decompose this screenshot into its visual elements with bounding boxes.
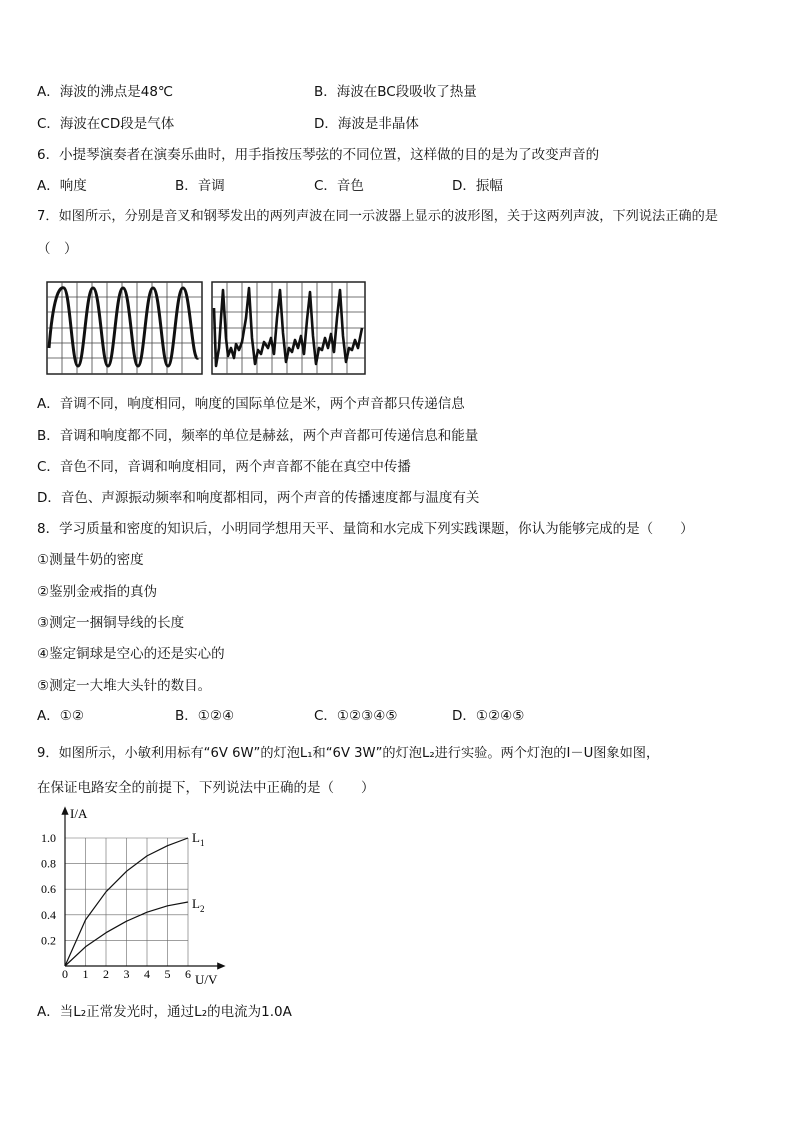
- q8-item-3: ③测定一捆铜导线的长度: [37, 615, 185, 631]
- y-tick-label: 0.6: [41, 882, 56, 897]
- x-tick-label: 0: [62, 967, 68, 981]
- q8-item-5: ⑤测定一大堆大头针的数目。: [37, 678, 212, 694]
- q8-option-b: B．①②④: [175, 708, 235, 724]
- q8-option-c: C．①②③④⑤: [314, 708, 398, 724]
- q5-option-a: A．海波的沸点是48℃: [37, 84, 174, 100]
- q7-option-d: D．音色、声源振动频率和响度都相同，两个声音的传播速度都与温度有关: [37, 490, 480, 506]
- q6-option-b: B．音调: [175, 178, 225, 194]
- oscilloscope-waveform-figure: [45, 278, 367, 378]
- q9-option-a: A．当L₂正常发光时，通过L₂的电流为1.0A: [37, 1004, 292, 1020]
- series-label-l1: $L_1$: [192, 830, 205, 848]
- series-label-l2: $L_2$: [192, 896, 205, 914]
- q5-option-b: B．海波在BC段吸收了热量: [314, 84, 477, 100]
- x-tick-label: 5: [164, 967, 171, 981]
- y-tick-label: 0.8: [41, 856, 56, 871]
- q6-stem: 6．小提琴演奏者在演奏乐曲时，用手指按压琴弦的不同位置，这样做的目的是为了改变声音的: [37, 147, 600, 163]
- q6-option-d: D．振幅: [452, 178, 503, 194]
- q5-option-c: C．海波在CD段是气体: [37, 116, 175, 132]
- q8-item-1: ①测量牛奶的密度: [37, 552, 144, 568]
- q7-stem-line1: 7．如图所示，分别是音叉和钢琴发出的两列声波在同一示波器上显示的波形图，关于这两列声波，下列说法正确的是: [37, 209, 718, 224]
- q7-option-a: A．音调不同，响度相同，响度的国际单位是米，两个声音都只传递信息: [37, 396, 465, 412]
- x-tick-label: 6: [185, 967, 191, 981]
- iu-graph: [30, 800, 230, 990]
- tuning-fork-waveform-panel: [47, 282, 202, 374]
- y-tick-label: 0.4: [41, 907, 56, 922]
- q8-item-2: ②鉴别金戒指的真伪: [37, 584, 158, 600]
- y-tick-label: 0.2: [41, 933, 56, 948]
- q6-option-c: C．音色: [314, 178, 364, 194]
- q8-item-4: ④鉴定铜球是空心的还是实心的: [37, 646, 225, 662]
- q7-stem-line2: （ ）: [37, 241, 78, 257]
- q7-option-b: B．音调和响度都不同，频率的单位是赫兹，两个声音都可传递信息和能量: [37, 428, 479, 444]
- x-axis-label: U/V: [195, 972, 218, 987]
- y-tick-label: 1.0: [41, 831, 56, 845]
- q5-option-d: D．海波是非晶体: [314, 116, 419, 132]
- q6-option-a: A．响度: [37, 178, 87, 194]
- q8-option-d: D．①②④⑤: [452, 708, 525, 724]
- q8-option-a: A．①②: [37, 708, 84, 724]
- piano-waveform-panel: [212, 282, 365, 374]
- x-tick-label: 1: [82, 967, 89, 981]
- x-tick-label: 2: [103, 967, 109, 981]
- y-axis-label: I/A: [70, 806, 88, 821]
- x-tick-label: 3: [123, 967, 130, 981]
- x-tick-label: 4: [144, 967, 150, 981]
- q7-option-c: C．音色不同，音调和响度相同，两个声音都不能在真空中传播: [37, 459, 411, 475]
- q9-stem-line2: 在保证电路安全的前提下，下列说法中正确的是（ ）: [37, 780, 375, 796]
- q9-stem-line1: 9．如图所示，小敏利用标有“6V 6W”的灯泡L₁和“6V 3W”的灯泡L₂进行实验。两个灯泡的I－U图象如图，: [37, 746, 660, 761]
- q8-stem: 8．学习质量和密度的知识后，小明同学想用天平、量筒和水完成下列实践课题，你认为能够完成的是（ ）: [37, 521, 694, 537]
